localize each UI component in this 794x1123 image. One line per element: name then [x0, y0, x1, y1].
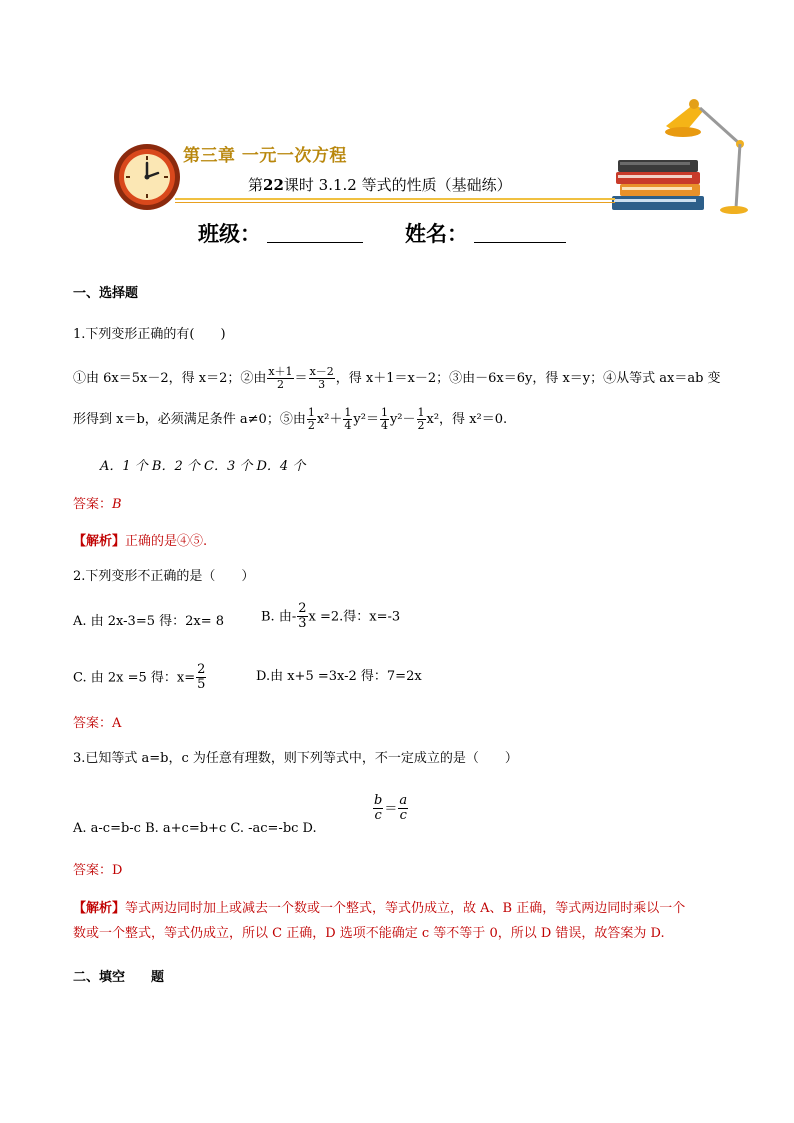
q2-option-c-num: 2	[197, 662, 206, 677]
q3-d-den2: c	[399, 808, 407, 824]
q1-answer	[73, 498, 122, 511]
q1-frac2-den: 3	[318, 378, 326, 391]
q3-stem: 3.已知等式 a=b，c 为任意有理数，则下列等式中，不一定成立的是（ ）	[73, 751, 518, 766]
q3-d-den1: c	[374, 808, 382, 824]
q3-answer: 答案：D	[73, 863, 123, 878]
q1-half-2-num: 1	[417, 405, 425, 419]
q1-x2a: x²＋	[316, 412, 343, 427]
q3-analysis-line2: 数或一个整式，等式仍成立，所以 C 正确，D 选项不能确定 c 等不等于 0，所以 D 错误，故答案为 D.	[73, 926, 665, 941]
class-blank[interactable]	[267, 224, 363, 243]
q3-d-frac2	[398, 794, 408, 824]
q1-stem: 1.下列变形正确的有( )	[73, 327, 226, 342]
q2-option-c-den: 5	[197, 677, 206, 693]
books-icon	[612, 160, 704, 210]
q1-half-1-den: 2	[307, 419, 315, 432]
q3-options: A. a-c=b-c B. a+c=b+c C. -ac=-bc D.	[73, 821, 317, 836]
header-rule	[175, 198, 615, 200]
section-1-title: 一、选择题	[73, 286, 139, 301]
q2-option-b-a: B. 由-	[261, 609, 297, 625]
q1-y2a: y²＝	[353, 412, 379, 427]
q1-half-1	[307, 407, 316, 432]
q2-answer: 答案：A	[73, 716, 122, 731]
q2-option-b-den: 3	[298, 616, 307, 632]
q1-y2b: y²－	[389, 412, 416, 427]
q2-option-c-frac	[196, 663, 206, 693]
q1-line1	[73, 364, 721, 394]
q3-analysis-line1	[73, 902, 685, 915]
q1-line2-a: 形得到 x＝b，必须满足条件 a≠0；⑤由	[73, 412, 306, 427]
q1-line2	[73, 405, 507, 435]
q1-quarter-1	[343, 407, 352, 432]
class-label: 班级：	[198, 221, 261, 246]
lesson-title	[248, 174, 512, 195]
q1-quarter-2-den: 4	[380, 419, 388, 432]
q3-d-eq: ＝	[384, 801, 398, 817]
q1-frac1-den: 2	[276, 378, 284, 391]
q1-quarter-2	[380, 407, 389, 432]
desk-lamp-icon	[608, 96, 758, 218]
class-field	[198, 218, 363, 248]
lesson-rest: 课时 3.1.2 等式的性质（基础练）	[283, 176, 512, 194]
q1-analysis	[73, 535, 207, 548]
q3-analysis-label: 【解析】	[73, 901, 126, 916]
q2-option-b	[261, 602, 400, 632]
q3-option-d-expr	[372, 794, 409, 824]
q3-d-num1: b	[374, 793, 383, 808]
q1-analysis-text: 正确的是④⑤.	[125, 534, 208, 549]
q1-quarter-1-den: 4	[344, 419, 352, 432]
q1-frac2	[309, 366, 335, 391]
q3-d-frac1	[373, 794, 383, 824]
q2-option-b-num: 2	[298, 601, 307, 616]
q2-option-b-b: x =2.得：x=-3	[308, 609, 401, 625]
q2-option-b-frac	[297, 602, 307, 632]
section-2-title: 二、填空 题	[73, 970, 165, 985]
q1-analysis-label: 【解析】	[73, 534, 126, 549]
q2-stem: 2.下列变形不正确的是（ ）	[73, 569, 255, 584]
chapter-title: 第三章 一元一次方程	[183, 146, 347, 166]
q1-half-2	[417, 407, 426, 432]
name-label: 姓名：	[405, 221, 468, 246]
name-field	[405, 218, 566, 248]
q2-option-c-a: C. 由 2x =5 得：x=	[73, 670, 196, 686]
lesson-number: 22	[263, 176, 284, 194]
name-blank[interactable]	[474, 224, 566, 243]
q1-answer-value: B	[112, 497, 122, 512]
q2-option-c	[73, 663, 207, 693]
q1-half-2-den: 2	[417, 419, 425, 432]
clock-icon	[113, 143, 181, 211]
q1-eq: ＝	[294, 371, 308, 386]
q1-frac1	[267, 366, 293, 391]
q2-option-a: A. 由 2x-3=5 得：2x= 8	[73, 614, 225, 629]
q1-half-1-num: 1	[307, 405, 315, 419]
q1-options: A．1 个 B．2 个 C．3 个 D．4 个	[100, 459, 306, 474]
q3-d-num2: a	[399, 793, 408, 808]
q1-frac1-num: x＋1	[268, 364, 293, 378]
q1-line1-b: ，得 x＋1＝x－2；③由－6x＝6y，得 x＝y；④从等式 ax＝ab 变	[335, 371, 721, 386]
q1-line1-a: ①由 6x＝5x－2，得 x＝2；②由	[73, 371, 267, 386]
q1-quarter-2-num: 1	[380, 405, 388, 419]
q1-answer-label: 答案：	[73, 497, 113, 512]
lesson-prefix: 第	[248, 176, 264, 194]
header-rule-thin	[175, 202, 615, 203]
q2-option-d: D.由 x+5 =3x-2 得：7=2x	[256, 669, 422, 684]
q1-line2-b: x²，得 x²＝0.	[426, 412, 508, 427]
q1-quarter-1-num: 1	[344, 405, 352, 419]
q3-analysis-text1: 等式两边同时加上或减去一个数或一个整式，等式仍成立，故 A、B 正确，等式两边同时乘以一个	[125, 901, 686, 916]
q1-frac2-num: x－2	[309, 364, 334, 378]
